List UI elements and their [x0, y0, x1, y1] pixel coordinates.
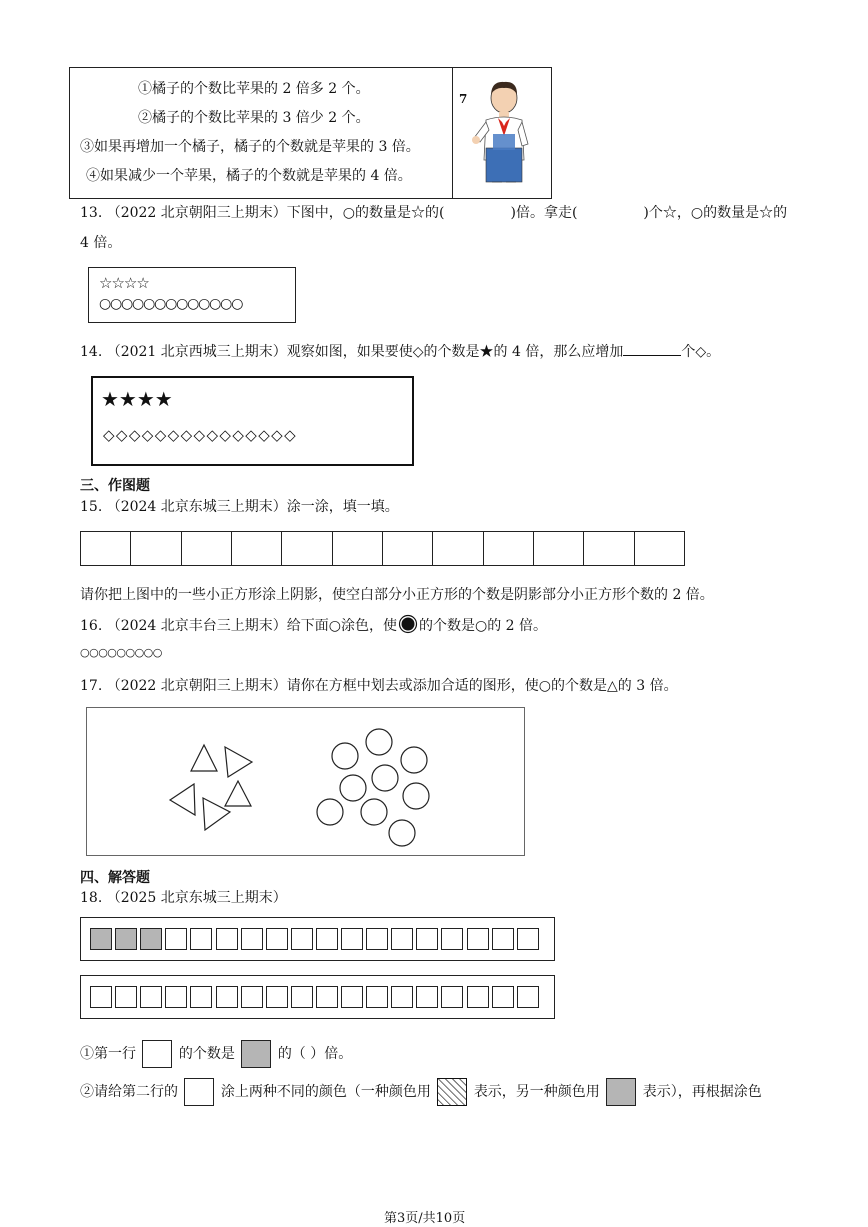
q13-text-a: 13. （2022 北京朝阳三上期末）下图中，○的数量是☆的(: [80, 205, 445, 221]
q18-row-2: [80, 975, 555, 1019]
q18-line2-a: ②请给第二行的: [80, 1084, 178, 1100]
q15-square[interactable]: [231, 531, 282, 566]
q12-line-1: ①橘子的个数比苹果的 2 倍多 2 个。: [138, 81, 370, 97]
filled-circle-icon: [397, 614, 419, 634]
q14-stars: ★★★★: [101, 387, 173, 411]
white-square[interactable]: [316, 986, 338, 1008]
white-square[interactable]: [341, 986, 363, 1008]
q12-line-2: ②橘子的个数比苹果的 3 倍少 2 个。: [138, 110, 370, 126]
q15-square[interactable]: [281, 531, 332, 566]
circle-shape[interactable]: [401, 747, 427, 773]
q15-question: 15. （2024 北京东城三上期末）涂一涂，填一填。: [80, 499, 399, 515]
q15-instruction: 请你把上图中的一些小正方形涂上阴影，使空白部分小正方形的个数是阴影部分小正方形个数的 2 倍。: [80, 587, 714, 603]
section-3-title: 三、作图题: [80, 478, 150, 494]
q14-text-b: 个◇。: [681, 344, 721, 360]
q18-line1-c: 的（ ）倍。: [277, 1046, 353, 1062]
q13-figure-box: [88, 267, 296, 323]
q12-divider: [452, 68, 453, 198]
q16-question: [80, 615, 547, 636]
q18-line2-b: 涂上两种不同的颜色（一种颜色用: [220, 1084, 431, 1100]
circle-shape[interactable]: [403, 783, 429, 809]
q14-text-a: 14. （2021 北京西城三上期末）观察如图，如果要使◇的个数是★的 4 倍，那么应增加: [80, 344, 624, 360]
q16-text-b: 的个数是○的 2 倍。: [419, 618, 548, 634]
q15-square[interactable]: [181, 531, 232, 566]
triangle-shape[interactable]: [191, 745, 217, 771]
q14-answer-blank[interactable]: [623, 343, 681, 356]
white-square[interactable]: [216, 928, 238, 950]
white-square[interactable]: [366, 928, 388, 950]
white-square[interactable]: [241, 986, 263, 1008]
triangle-shape[interactable]: [203, 798, 230, 830]
white-square[interactable]: [441, 928, 463, 950]
circle-shape[interactable]: [332, 743, 358, 769]
q18-part-2: [80, 1078, 762, 1106]
q17-figure-box[interactable]: [86, 707, 525, 856]
hatched-square-icon: [437, 1078, 467, 1106]
q15-square[interactable]: [332, 531, 383, 566]
page-number: 第3页/共10页: [384, 1211, 466, 1226]
q12-line-3: ③如果再增加一个橘子，橘子的个数就是苹果的 3 倍。: [80, 139, 420, 155]
circle-shape[interactable]: [366, 729, 392, 755]
gray-square-icon: [241, 1040, 271, 1068]
white-square[interactable]: [467, 928, 489, 950]
white-square[interactable]: [165, 986, 187, 1008]
q14-diamonds: ◇◇◇◇◇◇◇◇◇◇◇◇◇◇◇: [103, 426, 298, 444]
gray-square[interactable]: [140, 928, 162, 950]
q17-shapes: [87, 708, 524, 855]
q13-text-d: 4 倍。: [80, 235, 122, 251]
q15-square[interactable]: [634, 531, 685, 566]
q15-square[interactable]: [432, 531, 483, 566]
white-square[interactable]: [241, 928, 263, 950]
triangle-shape[interactable]: [170, 784, 195, 815]
q18-line2-c: 表示，另一种颜色用: [473, 1084, 600, 1100]
q15-square[interactable]: [130, 531, 181, 566]
white-square[interactable]: [165, 928, 187, 950]
q13-circles: ○○○○○○○○○○○○○: [99, 296, 243, 312]
q12-line-4: ④如果减少一个苹果，橘子的个数就是苹果的 4 倍。: [86, 168, 412, 184]
white-square[interactable]: [366, 986, 388, 1008]
triangle-shape[interactable]: [225, 747, 252, 777]
white-square[interactable]: [291, 928, 313, 950]
circle-shape[interactable]: [361, 799, 387, 825]
white-square-icon: [142, 1040, 172, 1068]
white-square[interactable]: [492, 986, 514, 1008]
gray-square[interactable]: [90, 928, 112, 950]
q18-question: 18. （2025 北京东城三上期末）: [80, 890, 287, 906]
q14-question-line: [80, 341, 720, 361]
white-square[interactable]: [492, 928, 514, 950]
white-square[interactable]: [341, 928, 363, 950]
white-square[interactable]: [441, 986, 463, 1008]
q16-circles[interactable]: ○○○○○○○○○: [80, 646, 162, 659]
q13-text-c: )个☆，○的数量是☆的: [643, 205, 788, 221]
white-square[interactable]: [190, 986, 212, 1008]
white-square[interactable]: [266, 986, 288, 1008]
q13-question-line-1: [80, 202, 787, 222]
q13-text-b: )倍。拿走(: [510, 205, 578, 221]
white-square[interactable]: [517, 928, 539, 950]
q15-square[interactable]: [80, 531, 131, 566]
q18-row-1: [80, 917, 555, 961]
circle-shape[interactable]: [317, 799, 343, 825]
white-square[interactable]: [467, 986, 489, 1008]
student-illustration: [462, 78, 546, 190]
q14-figure-box: [91, 376, 414, 466]
q15-square[interactable]: [583, 531, 634, 566]
q17-question: 17. （2022 北京朝阳三上期末）请你在方框中划去或添加合适的图形，使○的个数是△的 3 倍。: [80, 678, 678, 694]
white-square[interactable]: [316, 928, 338, 950]
q15-square[interactable]: [382, 531, 433, 566]
white-square[interactable]: [391, 928, 413, 950]
triangle-shape[interactable]: [225, 781, 251, 806]
q18-part-1: [80, 1040, 352, 1068]
white-square-icon: [184, 1078, 214, 1106]
white-square[interactable]: [140, 986, 162, 1008]
circle-shape[interactable]: [372, 765, 398, 791]
white-square[interactable]: [391, 986, 413, 1008]
gray-square[interactable]: [115, 928, 137, 950]
white-square[interactable]: [115, 986, 137, 1008]
q15-square[interactable]: [483, 531, 534, 566]
q13-stars: ☆☆☆☆: [99, 274, 149, 292]
white-square[interactable]: [416, 986, 438, 1008]
white-square[interactable]: [90, 986, 112, 1008]
white-square[interactable]: [517, 986, 539, 1008]
q18-line1-a: ①第一行: [80, 1046, 136, 1062]
white-square[interactable]: [216, 986, 238, 1008]
q12-corner-number: 7: [459, 92, 468, 106]
white-square[interactable]: [291, 986, 313, 1008]
q16-text-a: 16. （2024 北京丰台三上期末）给下面○涂色，使: [80, 618, 398, 634]
white-square[interactable]: [266, 928, 288, 950]
circle-shape[interactable]: [340, 775, 366, 801]
white-square[interactable]: [190, 928, 212, 950]
circle-shape[interactable]: [389, 820, 415, 846]
white-square[interactable]: [416, 928, 438, 950]
q18-line2-d: 表示），再根据涂色: [642, 1084, 762, 1100]
q12-statement-box: [69, 67, 552, 199]
section-4-title: 四、解答题: [80, 870, 150, 886]
gray-square-icon: [606, 1078, 636, 1106]
q15-square-grid: [80, 531, 684, 566]
q15-square[interactable]: [533, 531, 584, 566]
q18-line1-b: 的个数是: [178, 1046, 235, 1062]
